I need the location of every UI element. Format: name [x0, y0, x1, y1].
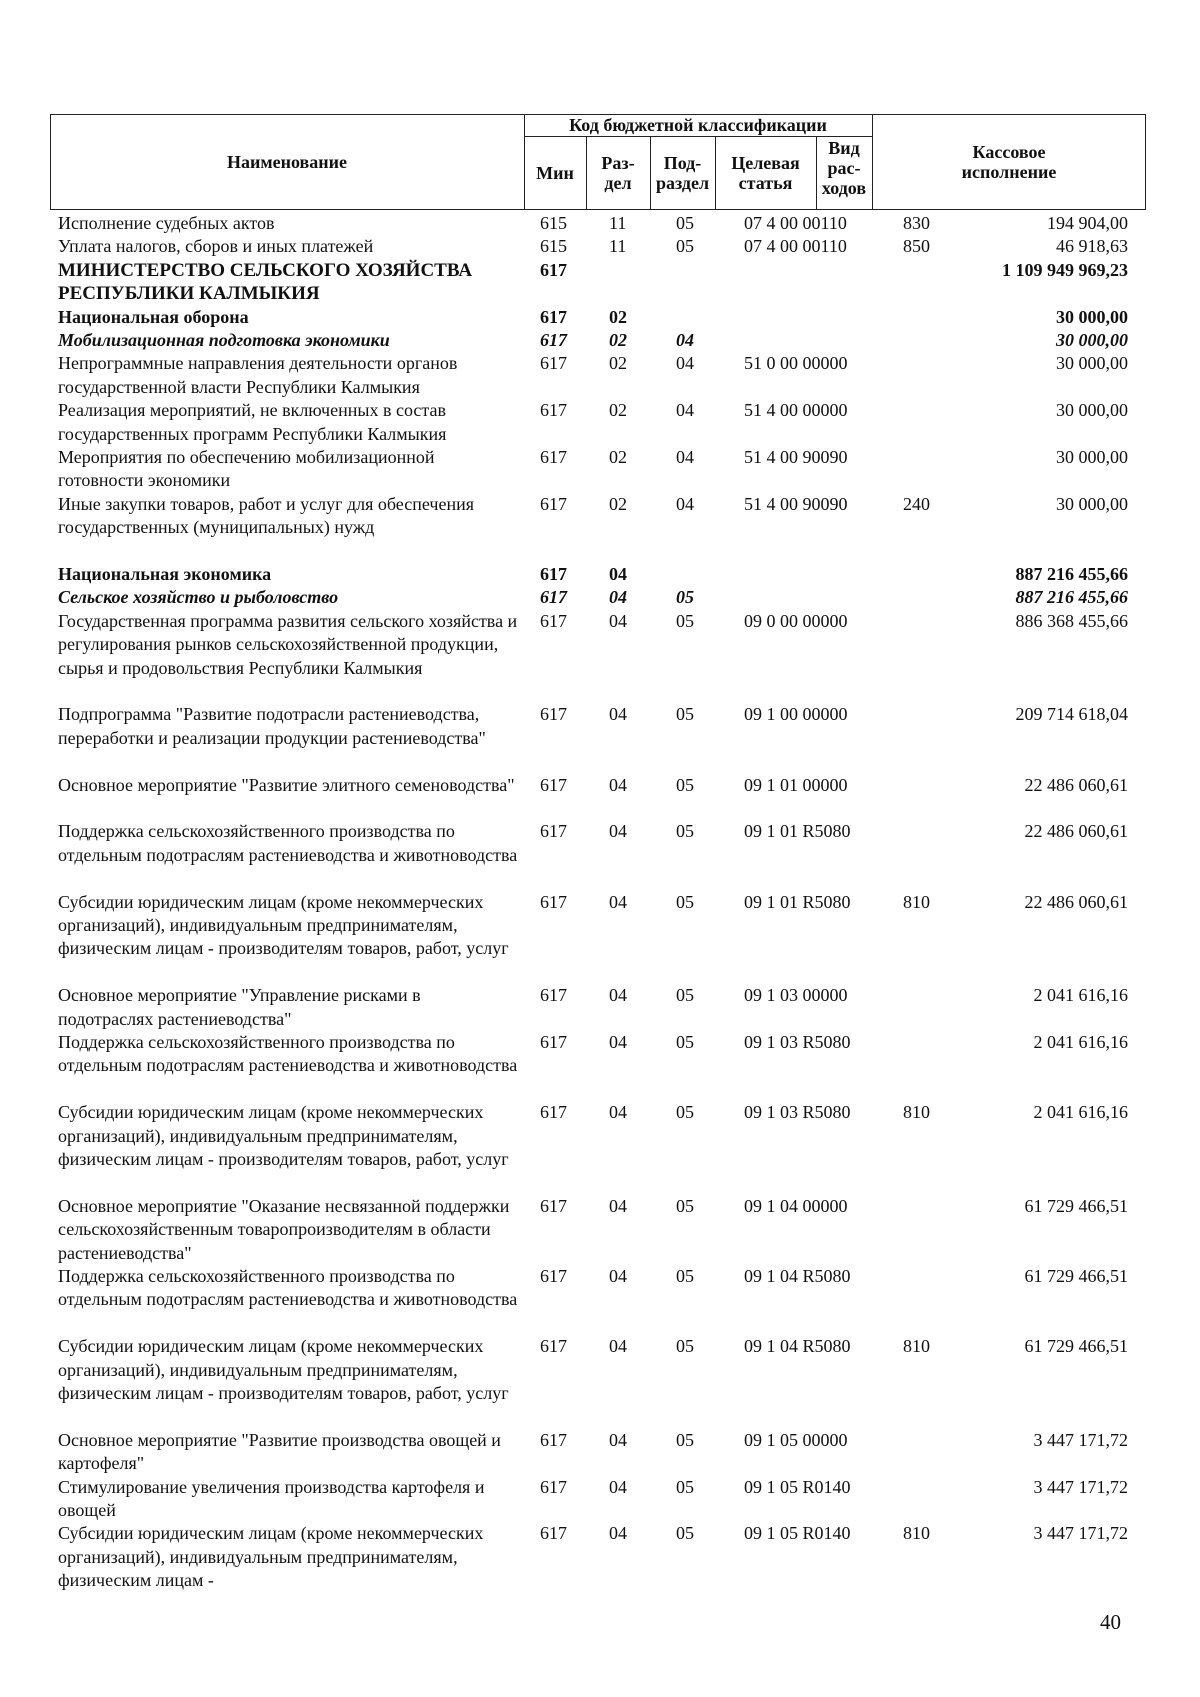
header-target-article: Целевая статья [731, 153, 800, 193]
table-row [0, 399, 1200, 446]
row-min: 617 [540, 985, 567, 1006]
row-name: Поддержка сельскохозяйственного производства по отдельным подотраслям растениеводства и животноводства [58, 1266, 518, 1310]
row-target-article: 09 1 05 00000 [744, 1429, 848, 1450]
row-name: Непрограммные направления деятельности органов государственной власти Республики Калмыкия [58, 353, 458, 397]
row-expense-type: 830 [903, 213, 930, 233]
row-target-article: 51 4 00 90090 [744, 493, 848, 514]
row-amount: 1 109 949 969,23 [1002, 259, 1128, 280]
table-row [0, 212, 1200, 235]
row-podrazdel: 05 [676, 1476, 694, 1497]
row-podrazdel: 04 [676, 400, 694, 421]
row-podrazdel: 05 [676, 891, 694, 912]
row-razdel: 04 [609, 704, 627, 725]
row-podrazdel: 05 [676, 1195, 694, 1216]
row-target-article: 09 0 00 00000 [744, 610, 848, 631]
row-min: 617 [540, 493, 567, 514]
row-min: 617 [540, 330, 567, 350]
row-razdel: 04 [609, 1102, 627, 1123]
row-podrazdel: 05 [676, 610, 694, 631]
row-podrazdel: 05 [676, 236, 694, 257]
row-razdel: 04 [609, 1336, 627, 1357]
row-razdel: 04 [609, 774, 627, 795]
row-name: МИНИСТЕРСТВО СЕЛЬСКОГО ХОЗЯЙСТВА РЕСПУБЛИКИ КАЛМЫКИЯ [58, 259, 473, 305]
row-podrazdel: 04 [676, 330, 694, 350]
table-row [0, 1429, 1200, 1476]
row-amount: 2 041 616,16 [1033, 985, 1128, 1006]
table-row [0, 259, 1200, 306]
row-min: 617 [540, 1266, 567, 1286]
row-amount: 30 000,00 [1056, 306, 1128, 327]
row-min: 617 [540, 564, 567, 584]
row-amount: 61 729 466,51 [1024, 1266, 1128, 1286]
row-podrazdel: 05 [676, 587, 694, 608]
row-expense-type: 240 [903, 493, 930, 514]
row-target-article: 09 1 05 R0140 [744, 1523, 851, 1544]
row-amount: 887 216 455,66 [1015, 564, 1128, 584]
row-name: Реализация мероприятий, не включенных в состав государственных программ Республики Калмыкия [58, 400, 447, 444]
table-row [0, 891, 1200, 985]
row-razdel: 02 [609, 493, 627, 514]
row-amount: 209 714 618,04 [1015, 704, 1128, 725]
row-expense-type: 810 [903, 1523, 930, 1544]
table-row [0, 774, 1200, 821]
row-target-article: 51 4 00 00000 [744, 400, 848, 421]
table-row [0, 446, 1200, 493]
header-code-group: Код бюджетной классификации [569, 115, 827, 135]
table-header [50, 114, 1146, 210]
row-min: 617 [540, 704, 567, 725]
row-razdel: 11 [609, 213, 627, 233]
row-amount: 22 486 060,61 [1024, 821, 1128, 842]
header-podrazdel: Под- раздел [655, 153, 710, 193]
row-amount: 30 000,00 [1056, 330, 1128, 350]
table-row [0, 703, 1200, 773]
table-row [0, 352, 1200, 399]
row-amount: 3 447 171,72 [1033, 1476, 1128, 1497]
row-min: 615 [540, 213, 567, 233]
header-expense-type: Вид рас- ходов [821, 138, 867, 198]
row-razdel: 04 [609, 1195, 627, 1216]
row-amount: 30 000,00 [1056, 447, 1128, 467]
row-target-article: 07 4 00 00110 [744, 236, 847, 257]
row-razdel: 04 [609, 564, 627, 584]
row-target-article: 09 1 01 R5080 [744, 821, 851, 842]
row-target-article: 51 0 00 00000 [744, 353, 848, 374]
row-razdel: 04 [609, 1476, 627, 1497]
row-name: Субсидии юридическим лицам (кроме некоммерческих организаций), индивидуальным предпринимателям, физическим лицам - производителям товаров, работ, услуг [58, 1102, 509, 1169]
row-target-article: 09 1 03 R5080 [744, 1102, 851, 1123]
table-row [0, 610, 1200, 704]
row-name: Национальная экономика [58, 564, 272, 584]
row-podrazdel: 05 [676, 985, 694, 1006]
table-row [0, 1522, 1200, 1592]
row-name: Стимулирование увеличения производства картофеля и овощей [58, 1476, 485, 1520]
row-expense-type: 810 [903, 891, 930, 912]
row-name: Уплата налогов, сборов и иных платежей [58, 236, 374, 257]
table-row [0, 820, 1200, 890]
row-min: 617 [540, 1476, 567, 1497]
table-row [0, 306, 1200, 329]
row-name: Основное мероприятие "Развитие элитного семеноводства" [58, 774, 515, 795]
row-min: 617 [540, 610, 567, 631]
row-target-article: 09 1 04 00000 [744, 1195, 848, 1216]
header-razdel: Раз- дел [601, 153, 635, 193]
table-row [0, 1335, 1200, 1429]
row-name: Поддержка сельскохозяйственного производства по отдельным подотраслям растениеводства и животноводства [58, 1032, 518, 1076]
table-row [0, 586, 1200, 609]
header-name: Наименование [227, 152, 347, 172]
row-target-article: 09 1 01 00000 [744, 774, 848, 795]
row-razdel: 04 [609, 610, 627, 631]
row-name: Основное мероприятие "Оказание несвязанной поддержки сельскохозяйственным товаропроизводителям в области растениеводства" [58, 1195, 510, 1263]
row-min: 617 [540, 306, 567, 327]
table-row [0, 329, 1200, 352]
row-podrazdel: 05 [676, 821, 694, 842]
row-target-article: 09 1 01 R5080 [744, 891, 851, 912]
table-row [0, 563, 1200, 586]
row-razdel: 02 [609, 447, 627, 467]
row-amount: 30 000,00 [1056, 353, 1128, 374]
row-min: 617 [540, 1032, 567, 1052]
row-name: Субсидии юридическим лицам (кроме некоммерческих организаций), индивидуальным предпринимателям, физическим лицам - производителям товаров, работ, услуг [58, 891, 509, 959]
row-target-article: 09 1 04 R5080 [744, 1266, 851, 1286]
row-amount: 3 447 171,72 [1033, 1523, 1128, 1544]
row-razdel: 04 [609, 1523, 627, 1544]
row-name: Иные закупки товаров, работ и услуг для обеспечения государственных (муниципальных) нужд [58, 493, 474, 538]
row-razdel: 02 [609, 400, 627, 421]
row-razdel: 04 [609, 1032, 627, 1052]
row-podrazdel: 04 [676, 353, 694, 374]
table-row [0, 984, 1200, 1031]
row-target-article: 09 1 05 R0140 [744, 1476, 851, 1497]
header-amount: Кассовое исполнение [961, 142, 1057, 182]
row-name: Подпрограмма "Развитие подотрасли растениеводства, переработки и реализации продукции растениеводства" [58, 704, 486, 748]
row-name: Национальная оборона [58, 306, 249, 327]
row-amount: 30 000,00 [1056, 400, 1128, 421]
row-amount: 46 918,63 [1056, 236, 1128, 257]
row-min: 617 [540, 259, 567, 280]
row-min: 617 [540, 400, 567, 421]
row-amount: 887 216 455,66 [1015, 587, 1128, 608]
row-min: 617 [540, 1336, 567, 1357]
row-razdel: 04 [609, 1266, 627, 1286]
row-expense-type: 850 [903, 236, 930, 257]
row-name: Основное мероприятие "Управление рисками в подотраслях растениеводства" [58, 985, 421, 1029]
row-name: Основное мероприятие "Развитие производства овощей и картофеля" [58, 1429, 501, 1474]
row-min: 617 [540, 1195, 567, 1216]
row-podrazdel: 05 [676, 1429, 694, 1450]
row-name: Поддержка сельскохозяйственного производства по отдельным подотраслям растениеводства и животноводства [58, 821, 518, 865]
row-podrazdel: 05 [676, 1102, 694, 1123]
row-amount: 3 447 171,72 [1033, 1429, 1128, 1450]
row-name: Сельское хозяйство и рыболовство [58, 587, 339, 608]
row-podrazdel: 04 [676, 493, 694, 514]
row-amount: 194 904,00 [1047, 213, 1128, 233]
row-amount: 2 041 616,16 [1033, 1102, 1128, 1123]
page-number: 40 [1100, 1610, 1121, 1634]
row-podrazdel: 05 [676, 1032, 694, 1052]
row-target-article: 09 1 03 00000 [744, 985, 848, 1006]
row-razdel: 04 [609, 821, 627, 842]
row-name: Мероприятия по обеспечению мобилизационной готовности экономики [58, 447, 435, 491]
row-name: Мобилизационная подготовка экономики [58, 330, 390, 350]
table-row [0, 1195, 1200, 1265]
row-razdel: 11 [609, 236, 627, 257]
row-name: Государственная программа развития сельского хозяйства и регулирования рынков сельскохозяйственной продукции, сырья и продовольствия Республики Калмыкия [58, 610, 518, 678]
row-target-article: 07 4 00 00110 [744, 213, 847, 233]
row-amount: 22 486 060,61 [1024, 774, 1128, 795]
row-target-article: 09 1 03 R5080 [744, 1032, 851, 1052]
row-name: Субсидии юридическим лицам (кроме некоммерческих организаций), индивидуальным предпринимателям, физическим лицам - производителям товаров, работ, услуг [58, 1336, 509, 1403]
row-amount: 61 729 466,51 [1024, 1336, 1128, 1357]
table-row [0, 1101, 1200, 1195]
row-podrazdel: 05 [676, 1336, 694, 1357]
row-razdel: 02 [609, 353, 627, 374]
row-podrazdel: 05 [676, 213, 694, 233]
row-podrazdel: 05 [676, 1266, 694, 1286]
row-razdel: 02 [609, 306, 627, 327]
row-amount: 2 041 616,16 [1033, 1032, 1128, 1052]
row-podrazdel: 05 [676, 1523, 694, 1544]
row-amount: 886 368 455,66 [1015, 610, 1128, 631]
row-min: 617 [540, 587, 567, 608]
row-amount: 30 000,00 [1056, 493, 1128, 514]
row-razdel: 02 [609, 330, 627, 350]
row-razdel: 04 [609, 1429, 627, 1450]
header-min: Мин [536, 163, 574, 183]
row-target-article: 09 1 04 R5080 [744, 1336, 851, 1357]
row-min: 617 [540, 821, 567, 842]
row-razdel: 04 [609, 587, 627, 608]
row-target-article: 09 1 00 00000 [744, 704, 848, 725]
row-min: 617 [540, 1523, 567, 1544]
row-razdel: 04 [609, 985, 627, 1006]
row-min: 617 [540, 447, 567, 467]
row-razdel: 04 [609, 891, 627, 912]
row-min: 617 [540, 353, 567, 374]
row-expense-type: 810 [903, 1102, 930, 1123]
row-podrazdel: 05 [676, 704, 694, 725]
row-amount: 22 486 060,61 [1024, 891, 1128, 912]
row-podrazdel: 05 [676, 774, 694, 795]
row-min: 617 [540, 891, 567, 912]
table-row [0, 1476, 1200, 1523]
row-min: 617 [540, 1102, 567, 1123]
row-name: Исполнение судебных актов [58, 213, 275, 233]
table-row [0, 235, 1200, 258]
row-podrazdel: 04 [676, 447, 694, 467]
row-expense-type: 810 [903, 1336, 930, 1357]
table-row [0, 493, 1200, 563]
row-min: 617 [540, 1429, 567, 1450]
table-row [0, 1031, 1200, 1101]
row-name: Субсидии юридическим лицам (кроме некоммерческих организаций), индивидуальным предпринимателям, физическим лицам - [58, 1523, 484, 1591]
row-target-article: 51 4 00 90090 [744, 447, 848, 467]
table-row [0, 1265, 1200, 1335]
row-min: 617 [540, 774, 567, 795]
row-min: 615 [540, 236, 567, 257]
row-amount: 61 729 466,51 [1024, 1195, 1128, 1216]
